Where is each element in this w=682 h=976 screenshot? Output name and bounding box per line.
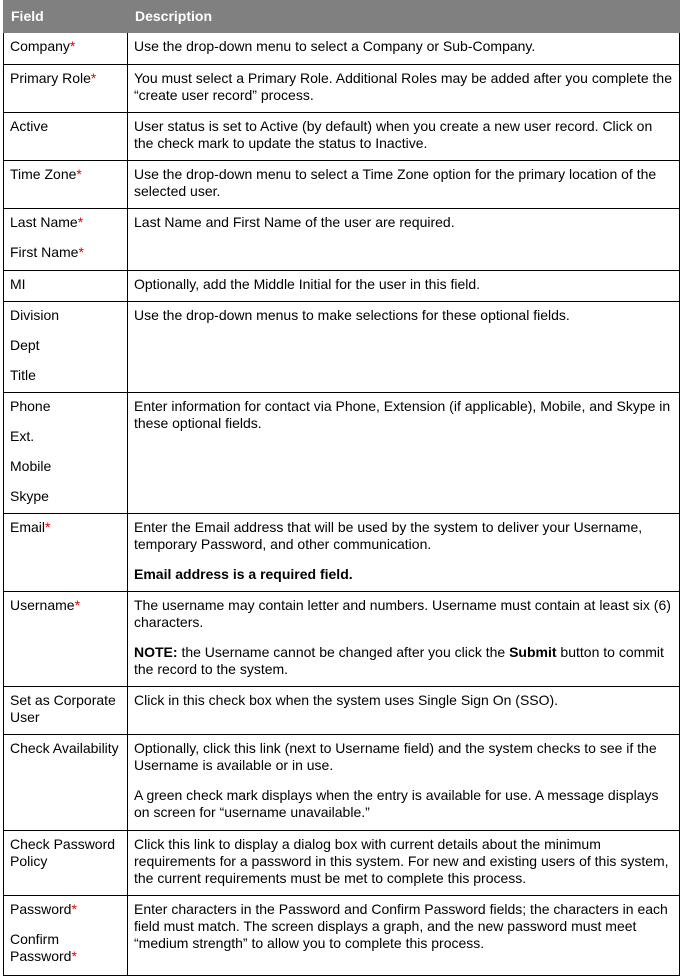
field-label: Division <box>10 307 60 323</box>
field-name <box>10 931 120 965</box>
field-cell <box>4 271 128 302</box>
field-cell <box>4 592 128 687</box>
field-label: Title <box>10 367 36 383</box>
field-name <box>10 244 120 261</box>
field-name <box>10 276 120 293</box>
description-cell <box>128 592 680 687</box>
description-text: You must select a Primary Role. Additional Roles may be added after you complete the “create user record” process. <box>134 70 672 103</box>
field-cell <box>4 302 128 393</box>
field-cell <box>4 514 128 592</box>
field-name <box>10 166 120 183</box>
description-cell <box>128 687 680 735</box>
table-row <box>4 514 680 592</box>
description-cell <box>128 113 680 161</box>
description-cell <box>128 33 680 65</box>
bold-note: Email address is a required field. <box>134 566 353 582</box>
header-field: Field <box>4 0 128 33</box>
description-cell <box>128 209 680 271</box>
description-text: Use the drop-down menu to select a Company or Sub-Company. <box>134 38 536 54</box>
field-name <box>10 428 120 445</box>
field-name <box>10 519 120 536</box>
table-row <box>4 113 680 161</box>
field-label: First Name <box>10 244 79 260</box>
field-label: Confirm Password <box>10 931 72 964</box>
field-name <box>10 307 120 324</box>
table-row <box>4 592 680 687</box>
description-text: Last Name and First Name of the user are required. <box>134 214 455 230</box>
required-asterisk: * <box>76 166 82 182</box>
field-label: Email <box>10 519 46 535</box>
table-body <box>4 33 680 976</box>
description-text: Click this link to display a dialog box with current details about the minimum requirements for a password in this system. For new and existing users of this system, the current requirements must be met to complete this process. <box>134 836 669 886</box>
description-text: Optionally, add the Middle Initial for the user in this field. <box>134 276 481 292</box>
field-name <box>10 836 120 870</box>
note-text <box>134 644 672 678</box>
field-cell <box>4 33 128 65</box>
field-label: Time Zone <box>10 166 77 182</box>
description-text: Enter the Email address that will be used by the system to deliver your Username, temporary Password, and other communication. <box>134 519 643 552</box>
field-name <box>10 398 120 415</box>
table-row <box>4 161 680 209</box>
required-asterisk: * <box>45 519 51 535</box>
table-row <box>4 65 680 113</box>
field-label: Ext. <box>10 428 35 444</box>
table-row <box>4 735 680 831</box>
field-cell <box>4 393 128 514</box>
description-cell <box>128 271 680 302</box>
field-label: MI <box>10 276 26 292</box>
table-row <box>4 393 680 514</box>
field-name <box>10 901 120 918</box>
description-cell <box>128 393 680 514</box>
field-name <box>10 214 120 231</box>
field-label: Active <box>10 118 49 134</box>
description-text: The username may contain letter and numbers. Username must contain at least six (6) characters. <box>134 597 671 630</box>
required-asterisk: * <box>69 38 76 54</box>
required-asterisk: * <box>90 70 97 86</box>
field-cell <box>4 113 128 161</box>
field-name <box>10 692 120 726</box>
required-asterisk: * <box>74 597 81 613</box>
field-cell <box>4 161 128 209</box>
table-row <box>4 896 680 976</box>
description-cell <box>128 514 680 592</box>
description-text: Enter characters in the Password and Confirm Password fields; the characters in each field must match. The screen displays a graph, and the new password must meet “medium strength” to allow you to complete this process. <box>134 901 668 951</box>
field-label: Skype <box>10 488 49 504</box>
field-label: Mobile <box>10 458 52 474</box>
field-cell <box>4 831 128 896</box>
description-text: Use the drop-down menu to select a Time Zone option for the primary location of the selected user. <box>134 166 657 199</box>
field-label: Phone <box>10 398 51 414</box>
field-label: Last Name <box>10 214 78 230</box>
field-name <box>10 597 120 614</box>
field-name <box>10 740 120 757</box>
field-label: Check Password Policy <box>10 836 116 869</box>
table-row <box>4 271 680 302</box>
field-label: Check Availability <box>10 740 119 756</box>
field-description-table <box>3 0 680 976</box>
field-label: Dept <box>10 337 40 353</box>
required-asterisk: * <box>78 244 84 260</box>
field-name <box>10 367 120 384</box>
note-body-end: button to commit the record to the system. <box>134 644 664 677</box>
field-cell <box>4 65 128 113</box>
description-cell <box>128 302 680 393</box>
note-label: NOTE: <box>134 644 178 660</box>
field-label: Company <box>10 38 70 54</box>
field-label: Primary Role <box>10 70 91 86</box>
field-label: Username <box>10 597 75 613</box>
table-row <box>4 302 680 393</box>
table-row <box>4 831 680 896</box>
field-name <box>10 337 120 354</box>
field-label: Set as Corporate User <box>10 692 116 725</box>
field-label: Password <box>10 901 72 917</box>
table-row <box>4 209 680 271</box>
description-cell <box>128 831 680 896</box>
field-name <box>10 118 120 135</box>
field-name <box>10 488 120 505</box>
note-body: the Username cannot be changed after you click the <box>177 644 510 660</box>
table-row <box>4 33 680 65</box>
field-cell <box>4 735 128 831</box>
field-name <box>10 458 120 475</box>
field-cell <box>4 896 128 976</box>
description-text: User status is set to Active (by default) when you create a new user record. Click on the check mark to update the status to Inactive. <box>134 118 653 151</box>
description-cell <box>128 896 680 976</box>
description-text: Optionally, click this link (next to Username field) and the system checks to see if the Username is available or in use. <box>134 740 657 773</box>
description-text: Use the drop-down menus to make selections for these optional fields. <box>134 307 570 323</box>
field-name <box>10 38 120 55</box>
required-asterisk: * <box>77 214 84 230</box>
required-asterisk: * <box>71 901 77 917</box>
description-cell <box>128 65 680 113</box>
description-cell <box>128 735 680 831</box>
field-cell <box>4 209 128 271</box>
description-cell <box>128 161 680 209</box>
description-text: A green check mark displays when the entry is available for use. A message displays on screen for “username unavailable.” <box>134 787 659 820</box>
field-name <box>10 70 120 87</box>
submit-emphasis: Submit <box>509 644 557 660</box>
table-row <box>4 687 680 735</box>
header-description: Description <box>128 0 680 33</box>
field-cell <box>4 687 128 735</box>
description-text: Enter information for contact via Phone, Extension (if applicable), Mobile, and Skype in these optional fields. <box>134 398 671 431</box>
description-text: Click in this check box when the system uses Single Sign On (SSO). <box>134 692 559 708</box>
table-header-row <box>4 0 680 33</box>
required-asterisk: * <box>71 948 77 964</box>
